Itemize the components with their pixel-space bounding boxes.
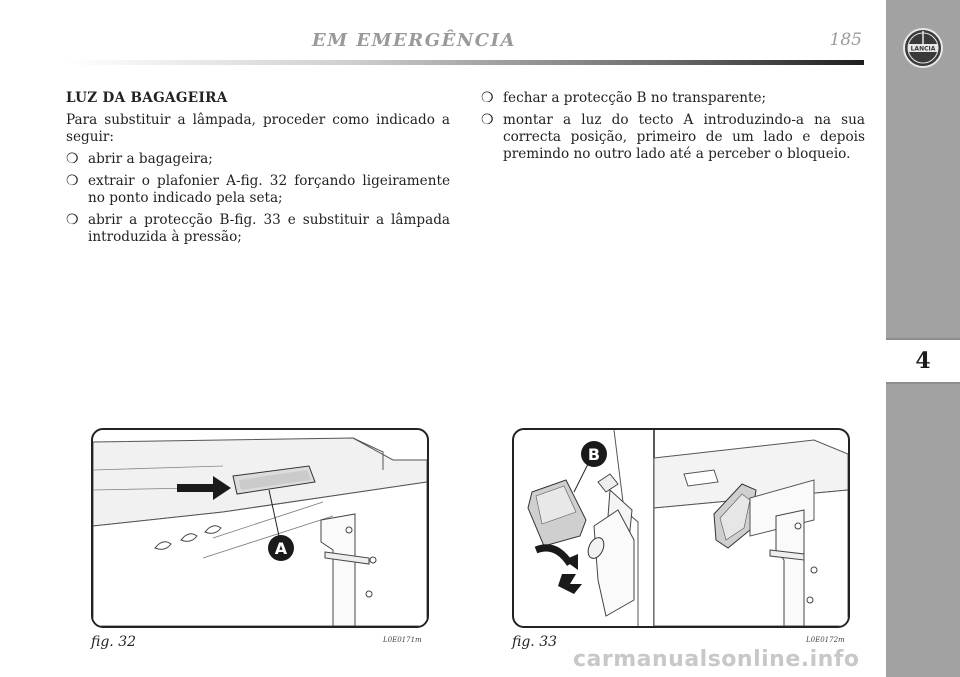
section-heading: LUZ DA BAGAGEIRA [66, 90, 228, 106]
left-instruction-list [66, 151, 450, 246]
list-item: ❍ montar a luz do tecto A introduzindo-a na sua correcta posição, primeiro de um lado e depois premindo no outro lado até a perceber o bloqueio. [481, 112, 865, 162]
list-item: ❍ abrir a protecção B-fig. 33 e substituir a lâmpada introduzida à pressão; [66, 212, 450, 245]
right-instruction-list [481, 90, 865, 163]
bullet-icon: ❍ [481, 90, 494, 106]
left-text-column [66, 90, 450, 251]
header-rule [66, 60, 864, 65]
bullet-icon: ❍ [481, 112, 494, 128]
right-text-column [481, 90, 865, 168]
running-header-title: EM EMERGÊNCIA [312, 30, 516, 51]
figure-32-code: L0E0171m [383, 636, 422, 644]
lancia-shield-icon [902, 27, 944, 69]
bullet-icon: ❍ [66, 173, 79, 189]
figure-33-illustration [512, 428, 850, 628]
figure-32-caption: fig. 32 [91, 634, 137, 650]
chapter-sidebar [886, 0, 960, 677]
callout-b-label: B [587, 445, 601, 464]
figure-33-caption: fig. 33 [512, 634, 558, 650]
list-item: ❍ fechar a protecção B no transparente; [481, 90, 767, 106]
callout-a-label: A [274, 539, 288, 558]
bullet-icon: ❍ [66, 151, 79, 167]
list-item: ❍ abrir a bagageira; [66, 151, 213, 167]
intro-paragraph: Para substituir a lâmpada, proceder como indicado a seguir: [66, 112, 450, 145]
rotate-arrow-icon [558, 574, 582, 594]
chapter-number: 4 [886, 338, 960, 384]
bullet-icon: ❍ [66, 212, 79, 228]
watermark: carmanualsonline.info [573, 647, 860, 672]
page-number: 185 [829, 30, 862, 50]
list-item: ❍ extrair o plafonier A-fig. 32 forçando ligeiramente no ponto indicado pela seta; [66, 173, 450, 206]
lancia-logo [902, 27, 944, 69]
logo-text: LANCIA [910, 45, 936, 53]
figure-33-code: L0E0172m [806, 636, 845, 644]
figure-32-illustration [91, 428, 429, 628]
